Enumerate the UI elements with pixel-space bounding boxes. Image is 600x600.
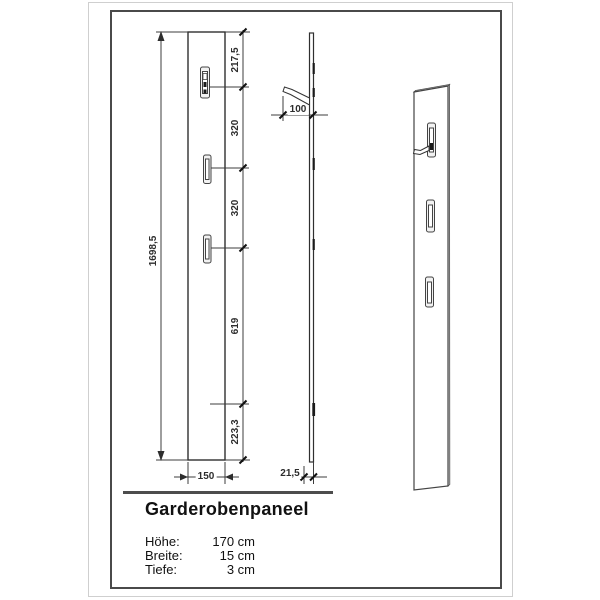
spec-row-hoehe [145, 535, 255, 549]
dim-label-width: 150 [197, 471, 215, 482]
perspective-hook-slot-3 [426, 277, 434, 307]
spec-list [145, 535, 255, 577]
spec-label: Breite: [145, 548, 183, 563]
spec-label: Tiefe: [145, 562, 178, 577]
front-hook-slot-1 [201, 67, 210, 98]
product-title: Garderobenpaneel [145, 499, 309, 519]
dim-label-segment-1: 217,5 [230, 47, 241, 73]
spec-value: 3 cm [226, 562, 255, 577]
dim-label-segment-4: 619 [230, 317, 241, 335]
side-view [271, 33, 328, 484]
dim-label-bottom-offset: 21,5 [280, 468, 300, 479]
perspective-view [414, 85, 450, 491]
dim-label-segment-2: 320 [230, 119, 241, 137]
dim-label-hook-depth: 100 [289, 104, 307, 115]
front-total-dimension-line [156, 31, 188, 461]
front-hook-slot-2 [204, 155, 212, 184]
dim-label-segment-3: 320 [230, 199, 241, 217]
title-separator [123, 491, 333, 494]
dim-label-total-height: 1698,5 [148, 235, 159, 267]
front-view [156, 29, 250, 485]
front-hook-slot-3 [204, 235, 212, 263]
spec-value: 15 cm [219, 548, 255, 563]
dim-label-segment-5: 223,3 [230, 419, 241, 445]
spec-row-breite [145, 549, 255, 563]
perspective-hook-slot-2 [427, 200, 435, 232]
spec-label: Höhe: [145, 534, 180, 549]
spec-value: 170 cm [212, 534, 255, 549]
spec-row-tiefe [145, 563, 255, 577]
side-hook-profile [283, 87, 310, 105]
